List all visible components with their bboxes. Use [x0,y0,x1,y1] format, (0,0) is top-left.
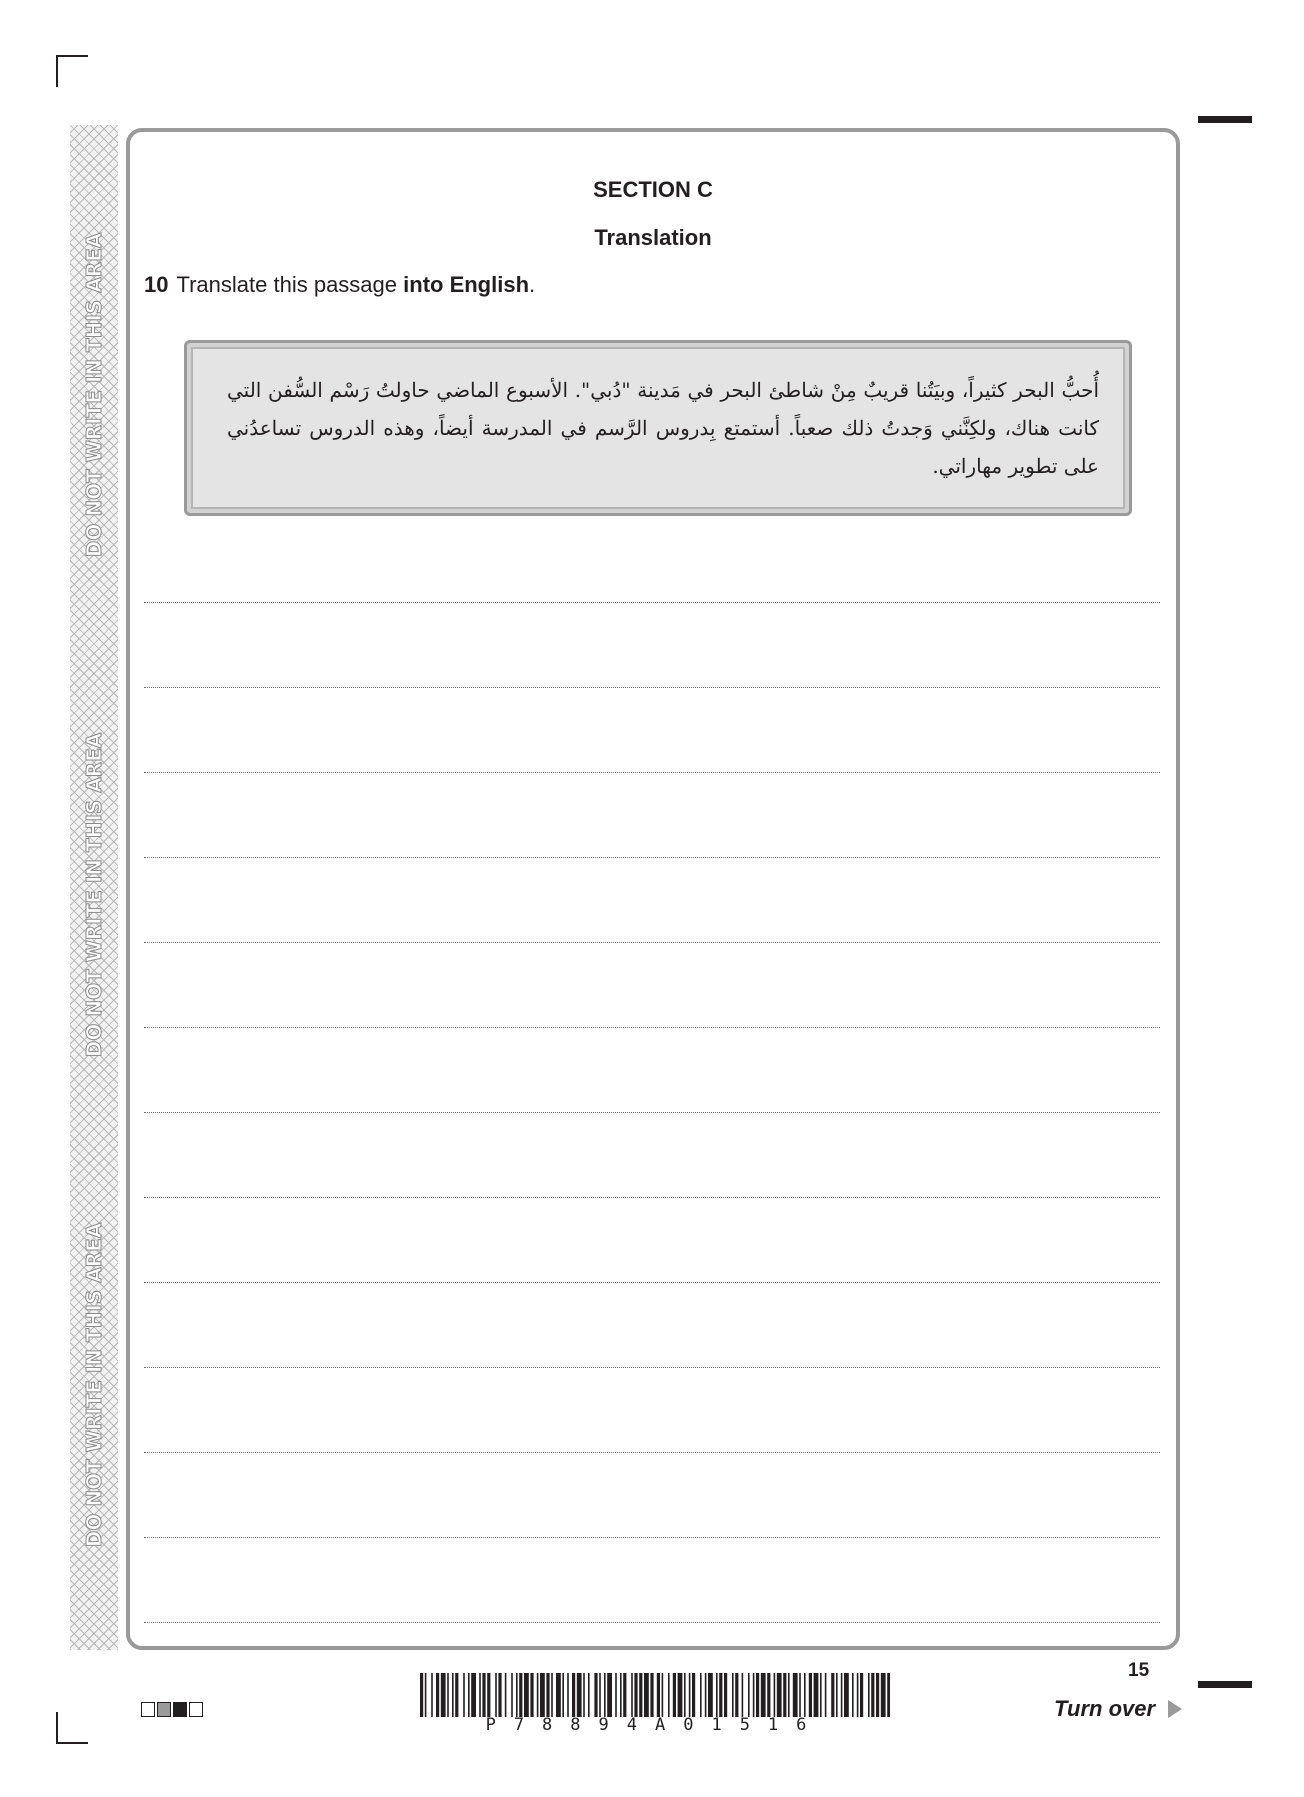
grade-box [189,1702,203,1717]
answer-line[interactable] [144,1452,1160,1453]
crop-mark-top-left-h [56,55,88,57]
margin-warning-middle: DO NOT WRITE IN THIS AREA [82,732,106,1058]
side-marker-bottom [1198,1681,1252,1688]
grade-box [173,1702,187,1717]
turn-over-label: Turn over [1054,1696,1156,1721]
grade-box [141,1702,155,1717]
side-marker-top [1198,116,1252,123]
answer-line[interactable] [144,772,1160,773]
answer-line[interactable] [144,1112,1160,1113]
question-text-end: . [529,272,536,297]
section-subtitle: Translation [594,225,712,250]
answer-frame [126,128,1180,1650]
barcode [420,1673,890,1717]
answer-line[interactable] [144,942,1160,943]
margin-warning-top: DO NOT WRITE IN THIS AREA [82,232,106,558]
margin-warning-bottom: DO NOT WRITE IN THIS AREA [82,1222,106,1548]
answer-line[interactable] [144,1197,1160,1198]
answer-line[interactable] [144,1622,1160,1623]
crop-mark-top-left-v [56,55,58,87]
question-text: Translate this passage [176,272,398,297]
section-title: SECTION C [593,177,713,202]
crop-mark-bottom-left-v [56,1712,58,1744]
barcode-text: P78894A01516 [485,1715,825,1735]
answer-line[interactable] [144,602,1160,603]
answer-line[interactable] [144,687,1160,688]
turn-over-arrow-icon [1168,1700,1182,1718]
crop-mark-bottom-left-h [56,1742,88,1744]
passage-box [184,340,1132,516]
answer-line[interactable] [144,1537,1160,1538]
page-number: 15 [1128,1660,1150,1681]
question-prompt [144,272,535,298]
arabic-passage: أُحبُّ البحر كثيراً، وبيَتُنا قريبٌ مِنْ شاطئ البحر في مَدينة "دُبي". الأسبوع الماضي حاولتُ رَسْم السُّفن التي كانت هناك، ولكِنَّني وَجدتُ ذلك صعباً. أستمتع بِدروس الرَّسم في المدرسة أيضاً، وهذه الدروس تساعدُني على تطوير مهاراتي. [227,378,1099,478]
question-text-bold: into English [403,272,530,297]
answer-line[interactable] [144,857,1160,858]
grade-boxes [141,1702,205,1717]
grade-box [157,1702,171,1717]
answer-line[interactable] [144,1027,1160,1028]
answer-line[interactable] [144,1282,1160,1283]
question-number: 10 [144,272,169,297]
answer-line[interactable] [144,1367,1160,1368]
